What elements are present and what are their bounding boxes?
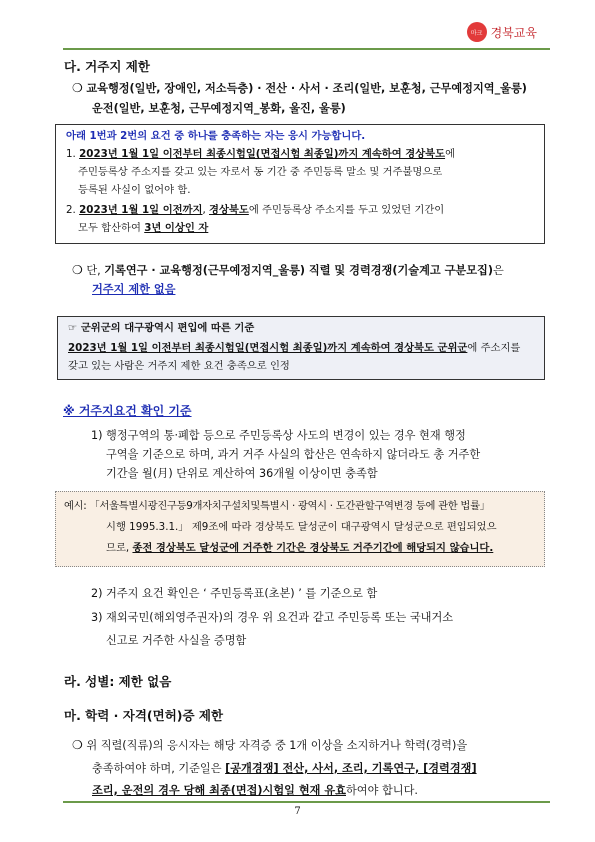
c2-rest: 에 주민등록상 주소지를 두고 있었던 기간이	[248, 204, 445, 216]
example-line2: 시행 1995.3.1.」 제9조에 따라 경상북도 달성군이 대구광역시 달성군으로 편입되었으	[106, 521, 497, 533]
logo-badge: 마크	[467, 22, 487, 42]
note-1-line3: 기간을 월(月) 단위로 계산하여 36개월 이상이면 충족함	[106, 467, 378, 480]
circle-bullet-icon: ❍	[72, 263, 83, 277]
note-3-line2: 신고로 거주한 사실을 증명함	[106, 634, 247, 647]
c2-bold-date: 2023년 1월 1일 이전까지	[79, 204, 203, 216]
box2-line2-bold: 2023년 1월 1일 이전부터 최종시험일(면접시험 최종일)까지 계속하여 경상북도 군위군	[68, 342, 468, 354]
gunwi-transfer-box	[57, 316, 545, 380]
box2-line3: 갖고 있는 사람은 거주지 제한 요건 충족으로 인정	[68, 360, 290, 372]
item2-line2: 거주지 제한 없음	[92, 283, 176, 296]
c1-line2: 주민등록상 주소지를 갖고 있는 자로서 동 기간 중 주민등록 말소 및 거주불명으로	[78, 166, 443, 178]
header-divider	[63, 48, 550, 50]
example-line3	[106, 540, 493, 556]
section-title-education: 마. 학력 · 자격(면허)증 제한	[64, 708, 224, 723]
education-line3-bold: 조리, 운전의 경우 당해 최종(면접)시험일 현재 유효	[92, 784, 346, 797]
box2-line2-rest: 에 주소지를	[467, 342, 521, 354]
circle-bullet-icon: ❍	[72, 738, 83, 752]
education-line2-bold: [공개경쟁] 전산, 사서, 조리, 기록연구, [경력경쟁]	[225, 762, 477, 775]
education-line1-text: 위 직렬(직류)의 응시자는 해당 자격증 중 1개 이상을 소지하거나 학력(경력)을	[86, 739, 468, 752]
c1-suffix: 에	[445, 148, 456, 160]
box2-line2	[68, 340, 520, 356]
c2-bold-region: 경상북도	[209, 204, 249, 216]
c1-line3: 등록된 사실이 없어야 함.	[78, 184, 191, 196]
note-title: ※ 거주지요건 확인 기준	[63, 404, 192, 418]
example-line1: 예시: 「서울특별시광진구등9개자치구설치및특별시 · 광역시 · 도간관할구역변경 등에 관한 법률」	[64, 500, 490, 512]
example-line3-prefix: 므로,	[106, 542, 133, 554]
education-line3-text: 하여야 합니다.	[346, 784, 418, 797]
c2-line2	[78, 220, 208, 236]
header-logo	[467, 22, 537, 42]
item2-suffix: 은	[492, 264, 504, 277]
section-title-residence: 다. 거주지 제한	[64, 59, 150, 74]
education-line1	[72, 737, 467, 754]
c1-bold: 2023년 1월 1일 이전부터 최종시험일(면접시험 최종일)까지 계속하여 경상북도	[79, 148, 446, 160]
item1-line2: 운전(일반, 보훈청, 근무예정지역_봉화, 울진, 울릉)	[92, 102, 346, 115]
circle-bullet-icon: ❍	[72, 81, 83, 95]
item2-bold: 기록연구 · 교육행정(근무예정지역_울릉) 직렬 및 경력경쟁(기술계고 구분모집)	[104, 264, 493, 277]
box1-heading: 아래 1번과 2번의 요건 중 하나를 충족하는 자는 응시 가능합니다.	[66, 130, 366, 142]
example-line3-bold: 종전 경상북도 달성군에 거주한 기간은 경상북도 거주기간에 해당되지 않습니다.	[132, 542, 494, 554]
footer-divider	[63, 801, 550, 803]
section-title-gender: 라. 성별: 제한 없음	[64, 674, 172, 689]
note-2: 2) 거주지 요건 확인은 ‘ 주민등록표(초본) ’ 를 기준으로 함	[91, 587, 378, 600]
c1-num: 1.	[66, 148, 76, 160]
box1-condition-1	[66, 146, 455, 162]
note-1-line2: 구역을 기준으로 하며, 과거 거주 사실의 합산은 연속하지 않더라도 총 거주한	[106, 448, 481, 461]
c2-sep: ,	[202, 204, 210, 216]
c2-line2-bold: 3년 이상인 자	[144, 222, 209, 234]
education-line2	[92, 760, 477, 777]
example-box	[55, 491, 545, 567]
c2-num: 2.	[66, 204, 76, 216]
bullet-item-2	[72, 262, 504, 279]
note-1-line1: 1) 행정구역의 통·폐합 등으로 주민등록상 사도의 변경이 있는 경우 현재 행정	[91, 429, 466, 442]
bullet-item-1	[72, 80, 527, 97]
education-line3	[92, 782, 418, 799]
c2-line2-text: 모두 합산하여	[78, 222, 145, 234]
box2-heading: ☞ 군위군의 대구광역시 편입에 따른 기준	[68, 322, 255, 334]
residence-requirement-box	[55, 124, 545, 244]
box1-condition-2	[66, 202, 444, 218]
education-line2-text: 충족하여야 하며, 기준일은	[92, 762, 226, 775]
note-3-line1: 3) 재외국민(해외영주권자)의 경우 위 요건과 같고 주민등록 또는 국내거소	[91, 611, 454, 624]
item2-prefix: 단,	[86, 264, 105, 277]
page-number: 7	[294, 806, 301, 817]
item1-line1: 교육행정(일반, 장애인, 저소득층) · 전산 · 사서 · 조리(일반, 보훈청, 근무예정지역_울릉)	[86, 82, 527, 95]
logo-text: 경북교육	[490, 25, 537, 40]
